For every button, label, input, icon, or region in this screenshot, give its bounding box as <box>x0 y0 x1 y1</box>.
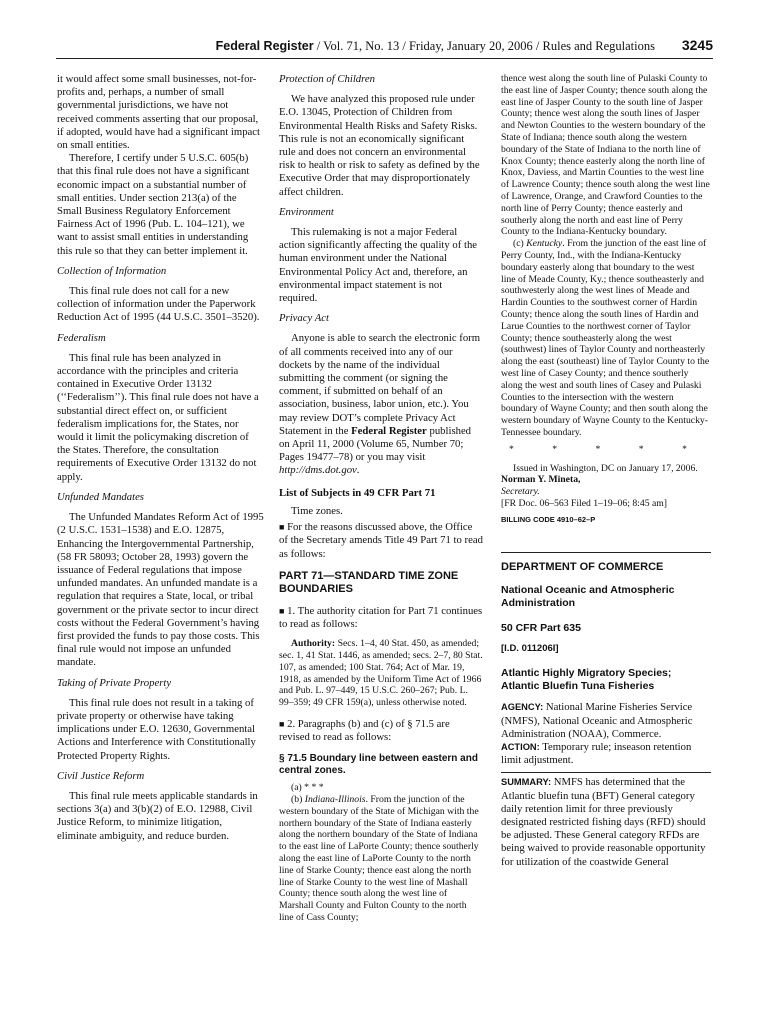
paragraph: This final rule has been analyzed in accordance with the principles and criteria contained in Executive Order 13132 (‘‘Federalism’’). This final rule does not have a substantial direct effect on, or sufficient federalism implications for, the States, nor would it limit the policymaking discretion of the States. Therefore, the consultation requirements of Executive Order 13132 do not apply. <box>57 351 259 483</box>
authority-label: Authority: <box>291 638 336 650</box>
running-header <box>56 36 713 59</box>
rule-title: Atlantic Highly Migratory Species; Atlantic Bluefin Tuna Fisheries <box>501 667 672 693</box>
square-bullet-icon: ■ <box>279 605 285 616</box>
column-3 <box>501 73 711 869</box>
paragraph: This final rule meets applicable standards in sections 3(a) and 3(b)(2) of E.O. 12988, Civil Justice Reform, to minimize litigation, eliminate ambiguity, and reduce burden. <box>57 789 258 842</box>
section-divider <box>501 552 711 553</box>
agency-heading: National Oceanic and Atmospheric Administration <box>501 583 675 609</box>
section-heading: Environment <box>279 205 334 218</box>
paragraph-c: (c) Kentucky. From the junction of the east line of Perry County, Ind., with the Indiana-Kentucky boundary easterly along that boundary to the west line of Meade County, Ky.; thence southeasterly and southwesterly along the west lines of Meade and Hardin Counties to the southwest corner of Hardin County; thence along the south lines of Hardin and Larue Counties to the northwest corner of Taylor County; thence southeasterly along the west (southwest) lines of Taylor County and northeasterly along the east (southeast) line of Taylor County to the west line of Casey County; and thence southerly along the west and south lines of Casey and Pulaski Counties to the intersection with the western boundary of Wayne County; and then south along the western boundary of Wayne County to the Kentucky-Tennessee boundary. <box>501 238 710 438</box>
square-bullet-icon: ■ <box>279 522 285 533</box>
section-heading: Taking of Private Property <box>57 676 172 689</box>
paragraph: This final rule does not result in a taking of private property or otherwise have taking implications under E.O. 12630, Governmental Actions and Interference with Constitutionally Protected Property Rights. <box>57 696 256 762</box>
section-heading: Collection of Information <box>57 264 167 277</box>
paragraph: This rulemaking is not a major Federal action significantly affecting the quality of the human environment under the National Environmental Policy Act and, therefore, an environmental impact statement is not required. <box>279 226 478 305</box>
billing-code: BILLING CODE 4910–62–P <box>501 514 596 524</box>
summary-divider <box>501 772 711 773</box>
privacy-paragraph: Anyone is able to search the electronic form of all comments received into any of our dockets by the name of the individual submitting the comment (or signing the comment, if submitted on behalf of an association, business, labor union, etc.). You may review DOT’s complete Privacy Act Statement in the Federal Register published on April 11, 2000 (Volume 65, Number 70; Pages 19477–78) or you may visit http://dms.dot.gov. <box>279 332 481 477</box>
part-heading: PART 71—STANDARD TIME ZONE BOUNDARIES <box>279 569 459 595</box>
section-heading: Federalism <box>57 331 106 344</box>
paragraph: Therefore, I certify under 5 U.S.C. 605(b) that this final rule does not have a significant economic impact on a substantial number of small entities. Under section 213(a) of the Small Business Regulatory Enforcement Fairness Act of 1996 (Pub. L. 104–121), we want to assist small entities in understanding this rule so that they can better implement it. <box>57 152 250 257</box>
section-heading: Protection of Children <box>279 73 375 85</box>
page-number: 3245 <box>681 37 713 53</box>
authority-citation: Authority: Secs. 1–4, 40 Stat. 450, as amended; sec. 1, 41 Stat. 1446, as amended; secs. 2–7, 80 Stat. 107, as amended; 100 Stat. 764; Act of Mar. 19, 1918, as amended by the Uniform Time Act of 1966 and Pub. L. 97–449, 15 U.S.C. 260–267; Pub. L. 99–359; 49 CFR 159(a), unless otherwise noted. <box>279 638 483 709</box>
section-heading: Civil Justice Reform <box>57 769 145 782</box>
square-bullet-icon: ■ <box>279 718 285 729</box>
fr-doc-line: [FR Doc. 06–563 Filed 1–19–06; 8:45 am] <box>501 497 668 509</box>
action-block: ACTION: Temporary rule; inseason retention limit adjustment. <box>501 740 692 767</box>
section-71-5-heading: § 71.5 Boundary line between eastern and central zones. <box>279 753 478 777</box>
section-heading: Unfunded Mandates <box>57 490 144 503</box>
amendment-item-2: ■ 2. Paragraphs (b) and (c) of § 71.5 are revised to read as follows: <box>279 717 450 744</box>
federal-register-ref: Federal Register <box>351 424 427 437</box>
agency-block: AGENCY: National Marine Fisheries Service (NMFS), National Oceanic and Atmospheric Administration (NOAA), Commerce. <box>501 701 693 740</box>
amendment-item-1: ■ 1. The authority citation for Part 71 continues to read as follows: <box>279 604 483 630</box>
column-2 <box>279 73 483 924</box>
paragraph: it would affect some small businesses, not-for-profits and, perhaps, a number of small governmental jurisdictions, we have not received comments asserting that our proposal, if adopted, would have had a significant impact on small entities. <box>57 73 260 152</box>
agency-label: AGENCY: <box>501 702 544 713</box>
paragraph: We have analyzed this proposed rule under E.O. 13045, Protection of Children from Environmental Health Risks and Safety Risks. This rule is not an economically significant rule and does not concern an environmental risk to health or risk to safety as defined by the Executive Order that may disproportionately affect children. <box>279 93 480 198</box>
paragraph-b: (b) Indiana-Illinois. From the junction of the western boundary of the State of Michigan with the northern boundary of the State of Indiana easterly along the northern boundary of the State of Indiana to the east line of LaPorte County; thence southerly along the east line of LaPorte County to the north line of Starke County; thence east along the north line of Starke County to the west line of Mashall County; thence south along the west line of Marshall County and Fulton County to the north line of Cass County; <box>279 794 479 924</box>
signer-name: Norman Y. Mineta, <box>501 474 581 486</box>
section-heading: Privacy Act <box>279 312 329 325</box>
paragraph-b-continued: thence west along the south line of Pulaski County to the east line of Jasper County; thence south along the east line of Jasper County to the south line of Jasper County; thence west along the south lines of Jasper and Newton Counties to the western boundary of the State of Indiana; thence south along the western boundary of the State of Indiana to the north line of Knox County; thence easterly along the north line of Knox, Daviess, and Martin Counties to the west line of Lawrence County; thence south along the west line of Lawrence, Orange, and Crawford Counties to the north line of Perry County; thence easterly and southerly along the north and east line of Perry County to the Indiana-Kentucky boundary. <box>501 73 710 238</box>
header-citation: Federal Register / Vol. 71, No. 13 / Friday, January 20, 2006 / Rules and Regulations <box>215 39 655 53</box>
ellipsis-stars: * * * * * <box>509 443 705 455</box>
subject-item: Time zones. <box>291 504 343 517</box>
dms-link[interactable]: http://dms.dot.gov <box>279 464 357 477</box>
column-1 <box>57 73 264 843</box>
amendment-instruction: ■ For the reasons discussed above, the Office of the Secretary amends Title 49 Part 71 to read as follows: <box>279 521 483 560</box>
summary-block: SUMMARY: NMFS has determined that the Atlantic bluefin tuna (BFT) General category daily retention limit for three previously designated restricted fishing days (RFD) should be adjusted. These General category RFDs are being waived to provide reasonable opportunity for utilization of the coastwide General <box>501 776 706 868</box>
summary-label: SUMMARY: <box>501 777 552 788</box>
journal-name: Federal Register <box>215 39 314 53</box>
paragraph-a: (a) * * * <box>291 782 324 794</box>
paragraph: This final rule does not call for a new collection of information under the Paperwork Reduction Act of 1995 (44 U.S.C. 3501–3520). <box>57 285 260 324</box>
document-id: [I.D. 011206I] <box>501 643 559 655</box>
cfr-part: 50 CFR Part 635 <box>501 621 581 634</box>
department-heading: DEPARTMENT OF COMMERCE <box>501 560 664 573</box>
action-label: ACTION: <box>501 741 540 752</box>
paragraph: The Unfunded Mandates Reform Act of 1995 (2 U.S.C. 1531–1538) and E.O. 12875, Enhancing the Intergovernmental Partnership, (58 FR 58093; October 28, 1993) govern the issuance of Federal regulations that impose unfunded mandates. An unfunded mandate is a regulation that requires a State, local, or tribal government or the private sector to incur direct costs without the Federal Government’s having first provided the funds to pay those costs. This final rule would not impose an unfunded mandate. <box>57 511 264 669</box>
signer-title: Secretary. <box>501 486 540 498</box>
subjects-heading: List of Subjects in 49 CFR Part 71 <box>279 486 436 499</box>
issued-line: Issued in Washington, DC on January 17, 2006. <box>513 462 698 474</box>
